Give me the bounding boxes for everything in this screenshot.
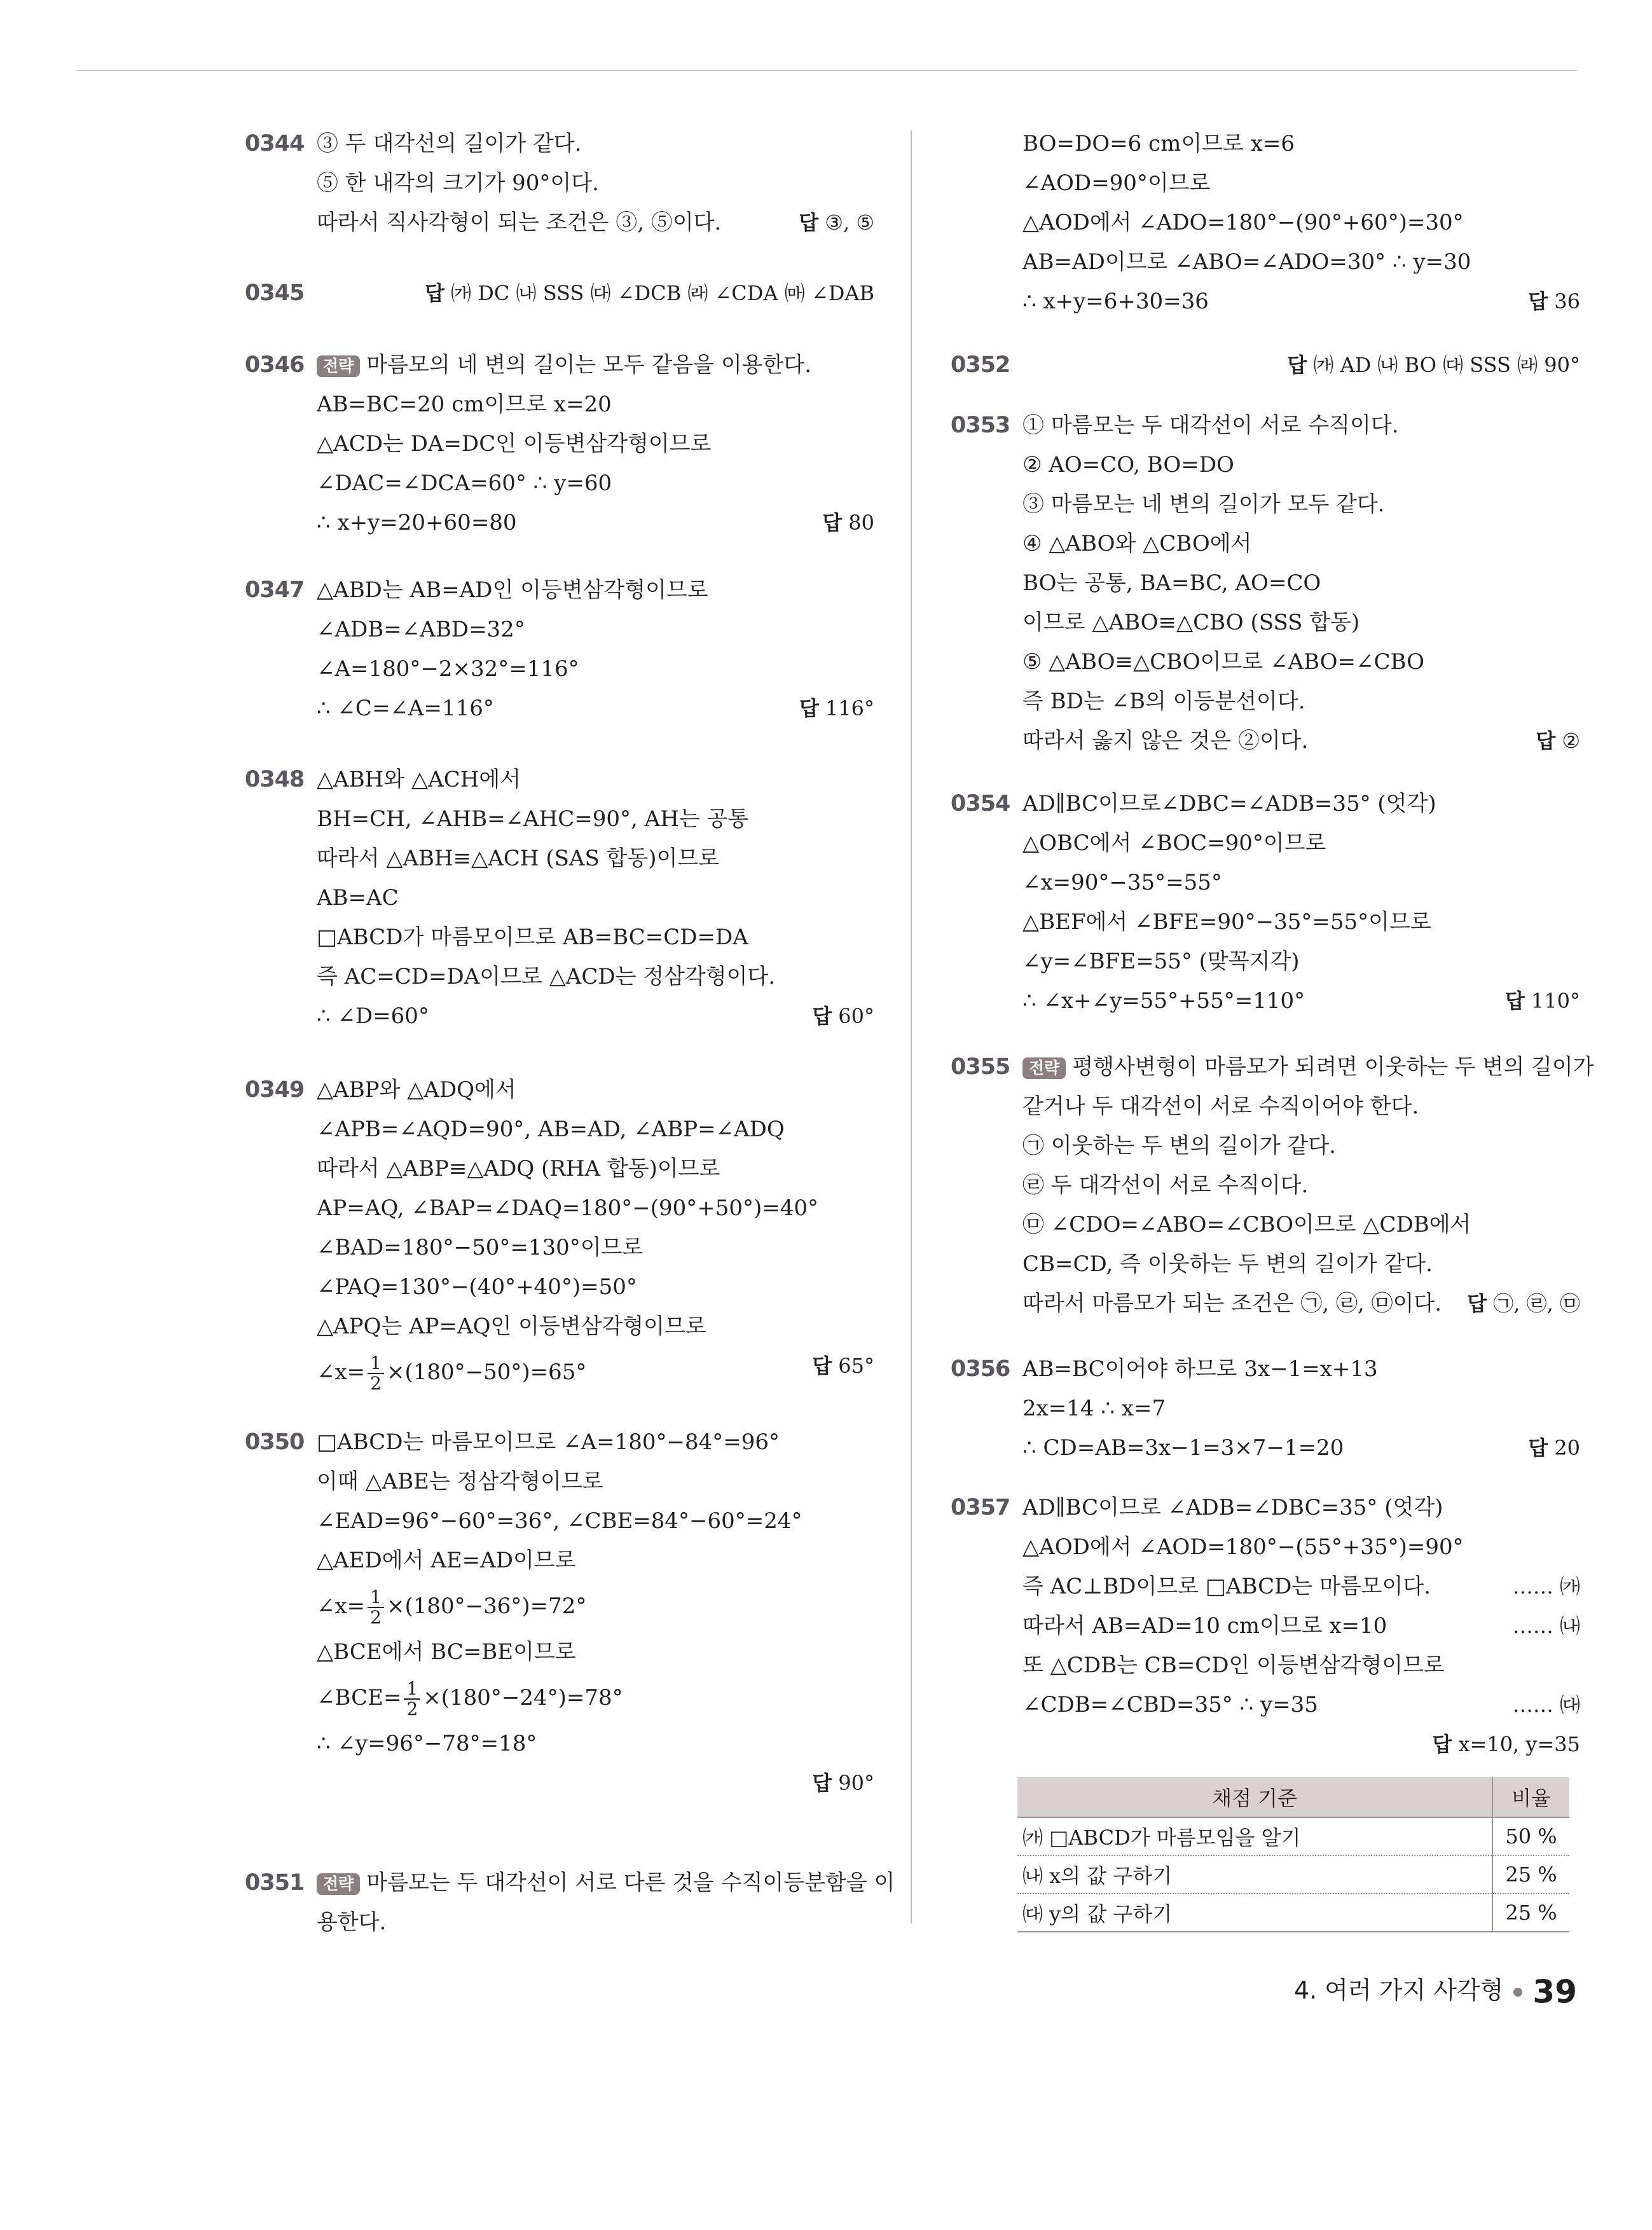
answer [1505,981,1580,1021]
solution-line [1022,282,1580,321]
line-text: 용한다. [317,1910,387,1935]
line-text: AB=AD이므로 ∠ABO=∠ADO=30° ∴ y=30 [1022,249,1471,275]
problem-number: 0354 [951,791,1010,816]
line-text: 마름모의 네 변의 길이는 모두 같음을 이용한다. [366,352,812,378]
problem-number: 0353 [951,413,1010,438]
grading-ratio: 50 % [1492,1817,1569,1855]
answer-value: 20 [1554,1436,1580,1460]
fraction-prefix: ∠x= [317,1359,366,1385]
answer-tag: 답 [1536,729,1556,753]
answer [1528,1428,1580,1468]
solution-body [1022,345,1580,385]
solution-body [1022,784,1580,1021]
solution-line [1022,345,1580,385]
solution-line [317,1903,874,1942]
solution-line [317,464,874,503]
line-text: BO=DO=6 cm이므로 x=6 [1022,131,1295,156]
line-text: △ABP와 △ADQ에서 [317,1077,516,1103]
line-text: 즉 AC⊥BD이므로 □ABCD는 마름모이다. [1022,1574,1431,1599]
solution-line [317,839,874,878]
solution-line [317,1267,874,1307]
problem-number: 0357 [951,1495,1010,1520]
line-text: 따라서 직사각형이 되는 조건은 ③, ⑤이다. [317,210,722,235]
line-text: ⑤ △ABO≡△CBO이므로 ∠ABO=∠CBO [1022,649,1424,675]
answer-value: 36 [1554,289,1580,313]
line-text: □ABCD는 마름모이므로 ∠A=180°−84°=96° [317,1429,780,1455]
solution-body [317,1070,874,1398]
strategy-badge: 전략 [317,355,360,377]
answer [1433,1724,1580,1764]
fraction [368,1588,384,1627]
fraction-suffix: ×(180°−24°)=78° [423,1685,623,1710]
solution-line [1022,163,1580,203]
problem-number: 0344 [245,131,305,156]
solution-line [317,1541,874,1580]
solution-body [1022,124,1580,321]
answer-tag: 답 [1467,1291,1487,1316]
answer [1287,345,1580,385]
line-text: AP=AQ, ∠BAP=∠DAQ=180°−(90°+50°)=40° [317,1195,819,1221]
line-text: △ACD는 DA=DC인 이등변삼각형이므로 [317,431,712,457]
line-text: ∠AOD=90°이므로 [1022,170,1211,196]
line-text: ∠ADB=∠ABD=32° [317,617,525,642]
solution-line [317,878,874,918]
answer-value: x=10, y=35 [1458,1732,1580,1756]
line-text: ∴ x+y=20+60=80 [317,510,517,535]
answer-value: 65° [838,1354,874,1378]
line-text: ㉠ 이웃하는 두 변의 길이가 같다. [1022,1133,1336,1159]
solution-body [1022,406,1580,761]
problem-number: 0351 [245,1870,305,1896]
line-text: ③ 마름모는 네 변의 길이가 모두 같다. [1022,492,1385,517]
solution-line [1022,863,1580,902]
answer-tag: 답 [812,1004,832,1028]
answer [1536,721,1580,761]
line-text: □ABCD가 마름모이므로 AB=BC=CD=DA [317,925,748,950]
solution-line [1022,1047,1594,1087]
grading-header-criteria: 채점 기준 [1017,1777,1492,1817]
line-text: △OBC에서 ∠BOC=90°이므로 [1022,830,1326,856]
solution-line [317,1070,874,1110]
solution-line [317,1462,874,1501]
solution-line [1022,1685,1580,1724]
fraction [404,1679,420,1719]
answer-tag: 답 [1528,1436,1548,1460]
grading-row [1017,1817,1569,1855]
solution-line [1022,1488,1580,1527]
grading-ratio: 25 % [1492,1855,1569,1894]
solution-line: △BCE에서 BC=BE이므로 [317,1639,576,1665]
line-text: ∠BAD=180°−50°=130°이므로 [317,1235,644,1260]
problem-number: 0346 [245,352,305,378]
solution-body [317,345,874,542]
solution-line [1022,1126,1580,1166]
line-text: ∠x=90°−35°=55° [1022,870,1222,895]
line-text: 즉 AC=CD=DA이므로 △ACD는 정삼각형이다. [317,964,776,989]
line-text: △APQ는 AP=AQ인 이등변삼각형이므로 [317,1314,706,1339]
column-divider [911,130,912,1924]
line-text: AD∥BC이므로 ∠ADB=∠DBC=35° (엇각) [1022,1495,1443,1520]
problem-number: 0345 [245,280,305,306]
solution-body [1022,1349,1580,1468]
fraction-numerator: 1 [368,1354,384,1374]
solution-line [317,203,874,242]
fraction-numerator: 1 [368,1588,384,1608]
line-text: ③ 두 대각선의 길이가 같다. [317,131,582,156]
line-text: △AOD에서 ∠AOD=180°−(55°+35°)=90° [1022,1534,1464,1560]
solution-line [1022,485,1580,524]
solution-line [317,649,874,689]
solution-line [317,1149,874,1188]
solution-line [1022,1527,1580,1567]
answer [1528,282,1580,321]
answer-tag: 답 [799,696,819,720]
line-text: 이때 △ABE는 정삼각형이므로 [317,1469,603,1494]
grading-criteria: ㈏ x의 값 구하기 [1017,1855,1492,1894]
solution-line [317,1501,874,1541]
grading-header-row [1017,1777,1569,1817]
line-text: ∴ ∠D=60° [317,1003,429,1029]
solution-line [317,1422,874,1462]
line-text: ② AO=CO, BO=DO [1022,452,1234,478]
solution-line [1022,1567,1580,1606]
solution-line [1022,1349,1580,1389]
fraction-prefix: ∠x= [317,1593,366,1619]
line-text: 또 △CDB는 CB=CD인 이등변삼각형이므로 [1022,1653,1445,1678]
solution-line [317,345,874,385]
problem-number: 0347 [245,577,305,603]
solution-line [317,503,874,542]
solution-line [1022,524,1580,563]
line-text: ⑤ 한 내각의 크기가 90°이다. [317,170,599,196]
solution-line [317,1307,874,1346]
fraction-line [317,1346,874,1398]
answer-tag: 답 [1287,353,1307,377]
fraction-suffix: ×(180°−50°)=65° [386,1359,587,1385]
answer-value: 80 [848,511,874,535]
solution-line [1022,1428,1580,1468]
line-text: ∴ ∠x+∠y=55°+55°=110° [1022,988,1305,1014]
answer-value: 90° [838,1771,874,1795]
line-text: 따라서 △ABH≡△ACH (SAS 합동)이므로 [317,846,720,871]
line-text: △AED에서 AE=AD이므로 [317,1548,576,1573]
solution-line [317,385,874,424]
line-text: AB=BC이어야 하므로 3x−1=x+13 [1022,1356,1378,1382]
answer-tag: 답 [812,1354,832,1378]
line-text: BH=CH, ∠AHB=∠AHC=90°, AH는 공통 [317,806,749,832]
fraction-prefix: ∠BCE= [317,1685,402,1710]
line-text: 즉 BD는 ∠B의 이등분선이다. [1022,689,1305,714]
answer-value: ㈎ AD ㈏ BO ㈐ SSS ㈑ 90° [1313,353,1580,377]
fraction-numerator: 1 [404,1679,420,1700]
line-text: ∴ x+y=6+30=36 [1022,289,1209,314]
line-text: BO는 공통, BA=BC, AO=CO [1022,570,1321,596]
answer-value: 116° [825,696,874,720]
step-marker: …… ㈏ [1512,1614,1580,1638]
solution-line [1022,563,1580,603]
answer-value: ③, ⑤ [825,210,874,235]
answer-tag: 답 [1528,289,1548,313]
fraction-denominator: 2 [370,1607,382,1628]
fraction-denominator: 2 [406,1698,418,1719]
answer-value: ② [1562,729,1580,753]
solution-line [1022,942,1580,981]
line-text: 2x=14 ∴ x=7 [1022,1396,1166,1421]
strategy-badge: 전략 [1022,1057,1066,1079]
solution-line [1022,1606,1580,1646]
answer-value: 110° [1531,989,1580,1013]
line-text: ∠y=∠BFE=55° (맞꼭지각) [1022,949,1300,974]
solution-body [1022,1047,1594,1323]
solution-line [317,273,874,313]
line-text: ④ △ABO와 △CBO에서 [1022,531,1252,556]
solution-line [317,1763,874,1803]
fraction-line [317,1580,874,1632]
solution-body [1022,1488,1580,1764]
answer [425,273,874,313]
answer-value: 60° [838,1004,874,1028]
problem-number: 0356 [951,1356,1010,1382]
solution-line [1022,981,1580,1021]
page-number: 39 [1532,1973,1577,2011]
grading-row [1017,1855,1569,1894]
line-text: ㉤ ∠CDO=∠ABO=∠CBO이므로 △CDB에서 [1022,1212,1471,1237]
problem-number: 0350 [245,1429,305,1455]
line-text: ∠A=180°−2×32°=116° [317,656,579,682]
solution-body [317,760,874,1036]
grading-criteria: ㈎ □ABCD가 마름모임을 알기 [1017,1817,1492,1855]
line-text: AB=AC [317,885,399,911]
solution-line [317,1228,874,1267]
solution-line [317,799,874,839]
solution-line [1022,1166,1580,1205]
line-text: 따라서 옳지 않은 것은 ②이다. [1022,728,1309,754]
answer-tag: 답 [425,281,445,305]
line-text: △ABH와 △ACH에서 [317,767,521,792]
solution-line [1022,1205,1580,1244]
line-text: 이므로 △ABO≡△CBO (SSS 합동) [1022,610,1360,635]
solution-line [1022,784,1580,823]
line-text: ∴ ∠C=∠A=116° [317,696,494,721]
solution-line [317,163,874,203]
line-text: ① 마름모는 두 대각선이 서로 수직이다. [1022,413,1399,438]
solution-body [317,1863,895,1942]
answer-tag: 답 [822,511,843,535]
answer-tag: 답 [1432,1732,1452,1756]
top-rule [76,70,1577,71]
fraction-suffix: ×(180°−36°)=72° [386,1593,587,1619]
solution-body [317,570,874,728]
problem-number: 0355 [951,1054,1010,1080]
answer [812,996,874,1036]
line-text: 같거나 두 대각선이 서로 수직이어야 한다. [1022,1094,1419,1119]
line-text: AB=BC=20 cm이므로 x=20 [317,392,612,417]
chapter-title: 4. 여러 가지 사각형 [1293,1976,1504,2004]
line-text: ∴ CD=AB=3x−1=3×7−1=20 [1022,1435,1344,1461]
answer-value: ㈎ DC ㈏ SSS ㈐ ∠DCB ㈑ ∠CDA ㈒ ∠DAB [451,281,874,305]
fraction-line [317,1672,874,1724]
solution-line [1022,242,1580,282]
problem-number: 0348 [245,767,305,792]
solution-body [317,273,874,313]
line-text: △BEF에서 ∠BFE=90°−35°=55°이므로 [1022,909,1431,935]
line-text: ∠DAC=∠DCA=60° ∴ y=60 [317,471,612,496]
answer-tag: 답 [799,210,819,235]
line-text: ∠PAQ=130°−(40°+40°)=50° [317,1274,637,1300]
line-text: ∠APB=∠AQD=90°, AB=AD, ∠ABP=∠ADQ [317,1117,785,1142]
line-text: 따라서 마름모가 되는 조건은 ㉠, ㉣, ㉤이다. [1022,1291,1442,1316]
solution-line [1022,1646,1580,1685]
solution-line [1022,203,1580,242]
line-text: CB=CD, 즉 이웃하는 두 변의 길이가 같다. [1022,1251,1433,1277]
solution-line [1022,721,1580,761]
line-text: 평행사변형이 마름모가 되려면 이웃하는 두 변의 길이가 [1072,1054,1594,1080]
solution-line [317,918,874,957]
problem-number: 0349 [245,1077,305,1103]
fraction [368,1354,384,1393]
solution-line [1022,1724,1580,1764]
answer-tag: 답 [812,1771,832,1795]
line-text: △AOD에서 ∠ADO=180°−(90°+60°)=30° [1022,210,1464,235]
line-text: 따라서 AB=AD=10 cm이므로 x=10 [1022,1613,1387,1639]
solution-line [317,424,874,464]
solution-line [1022,1087,1580,1126]
line-text: AD∥BC이므로∠DBC=∠ADB=35° (엇각) [1022,791,1436,816]
solution-body [317,1422,874,1803]
solution-line [1022,406,1580,445]
line-text: 따라서 △ABP≡△ADQ (RHA 합동)이므로 [317,1156,720,1181]
solution-line [1022,124,1580,163]
step-marker: …… ㈐ [1512,1693,1580,1717]
solution-line [317,957,874,996]
fraction-denominator: 2 [370,1373,382,1394]
solution-line [1022,902,1580,942]
page-footer [1294,1971,1577,2011]
grading-criteria: ㈐ y의 값 구하기 [1017,1894,1492,1932]
solution-line [317,124,874,163]
strategy-badge: 전략 [317,1873,360,1895]
answer-tag: 답 [1505,989,1525,1013]
solution-body [317,124,874,242]
step-marker: …… ㈎ [1512,1574,1580,1599]
line-text: ∠EAD=96°−60°=36°, ∠CBE=84°−60°=24° [317,1508,802,1534]
footer-dot [1513,1988,1522,1997]
answer [822,503,874,542]
line-text: ∠CDB=∠CBD=35° ∴ y=35 [1022,1692,1318,1717]
answer [812,1346,874,1386]
grading-row [1017,1894,1569,1932]
solution-line [1022,642,1580,682]
grading-ratio: 25 % [1492,1894,1569,1932]
line-text: 마름모는 두 대각선이 서로 다른 것을 수직이등분함을 이 [366,1870,895,1896]
grading-header-ratio: 비율 [1492,1777,1569,1817]
solution-line [1022,1284,1580,1323]
solution-line [317,570,874,610]
problem-number: 0352 [951,352,1010,378]
answer [1467,1284,1580,1323]
solution-line [1022,445,1580,485]
line-text: △ABD는 AB=AD인 이등변삼각형이므로 [317,577,708,603]
grading-table [1017,1777,1569,1932]
solution-line [317,1188,874,1228]
solution-line [317,1110,874,1149]
solution-line [317,760,874,799]
solution-line [1022,823,1580,863]
answer-value: ㉠, ㉣, ㉤ [1493,1291,1580,1316]
answer [812,1763,874,1803]
answer [799,689,874,728]
solution-line [1022,1389,1580,1428]
solution-line [317,1863,895,1903]
solution-line: ∴ ∠y=96°−78°=18° [317,1731,537,1756]
solution-line [1022,682,1580,721]
solution-line [317,610,874,649]
solution-line [317,996,874,1036]
solution-line [1022,603,1580,642]
solution-line [317,689,874,728]
solution-line [1022,1244,1580,1284]
answer [799,203,874,242]
line-text: ㉣ 두 대각선이 서로 수직이다. [1022,1173,1309,1198]
